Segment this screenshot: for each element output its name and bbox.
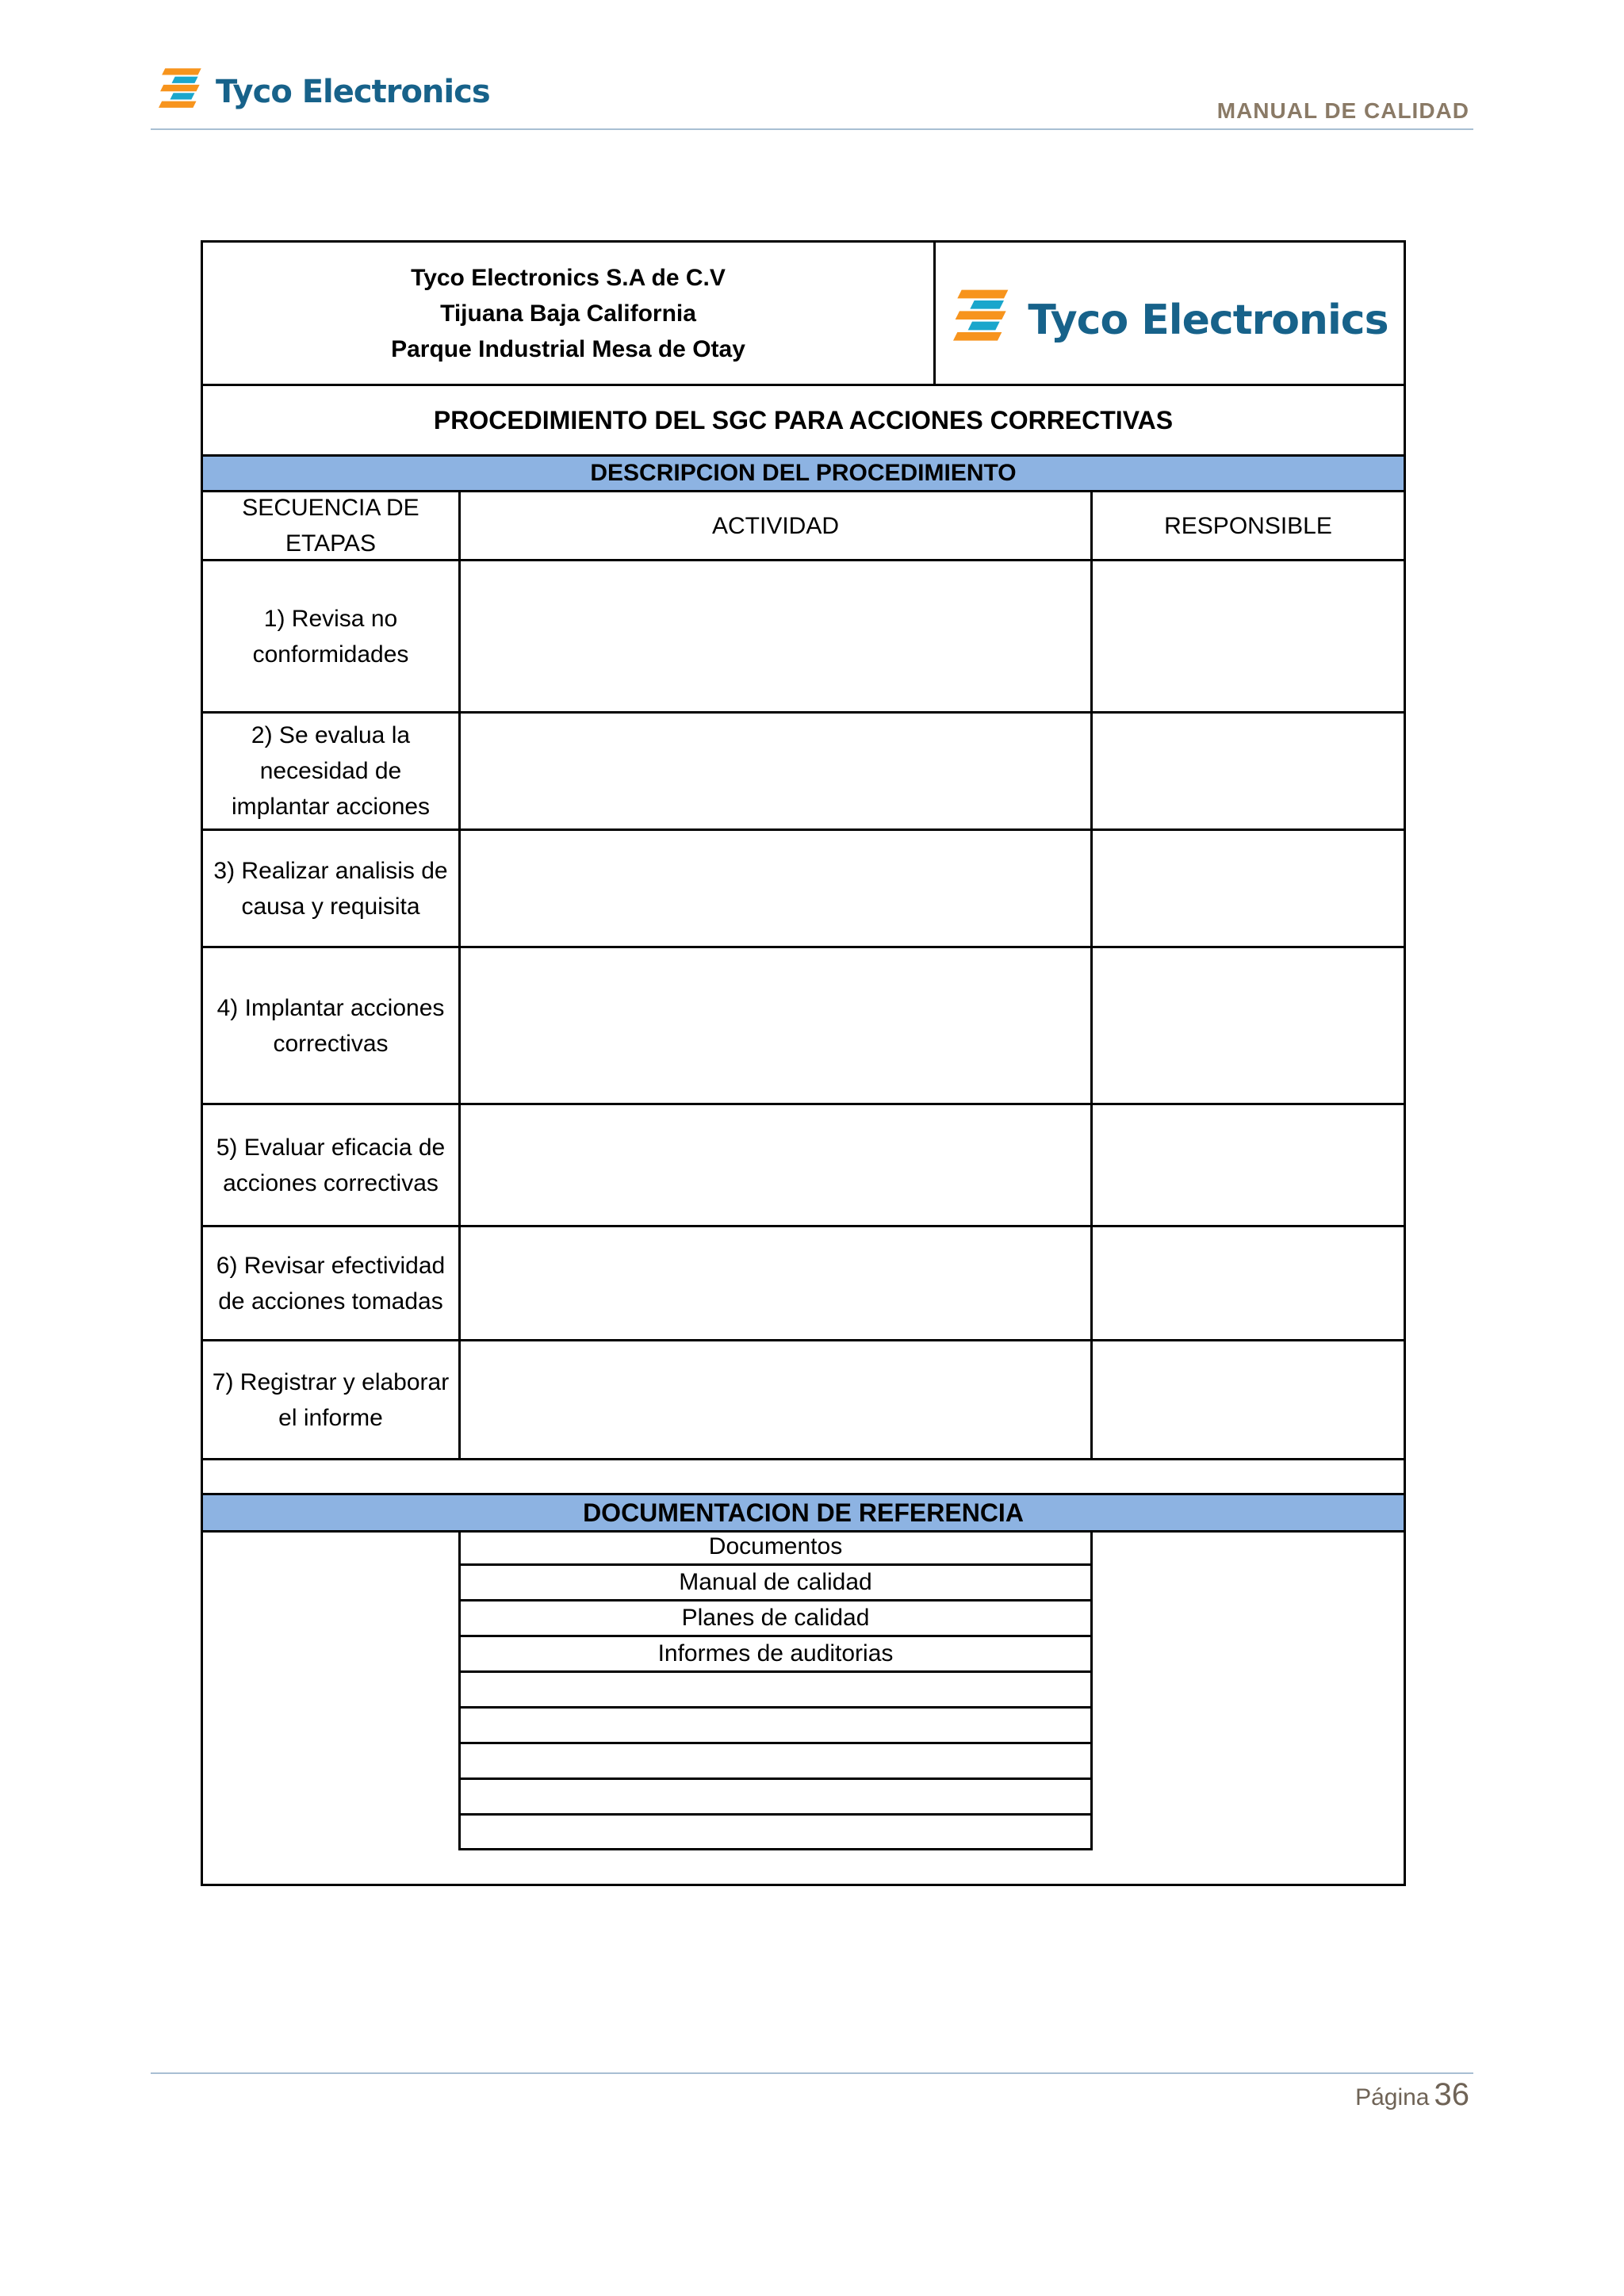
step-label: necesidad de xyxy=(259,758,402,784)
company-logo xyxy=(936,243,1406,384)
activity-cell[interactable] xyxy=(461,1341,1090,1458)
step-label: 7) Registrar y elaborar xyxy=(212,1368,450,1395)
responsible-cell[interactable] xyxy=(1093,831,1404,946)
column-header-sequence-line1: SECUENCIA DE xyxy=(242,495,419,521)
procedure-form xyxy=(201,240,1406,1886)
column-divider xyxy=(1090,490,1093,1458)
responsible-cell[interactable] xyxy=(1093,1227,1404,1339)
step-label: 5) Evaluar eficacia de xyxy=(216,1134,446,1161)
activity-cell[interactable] xyxy=(461,948,1090,1103)
documents-header: Documentos xyxy=(708,1533,843,1559)
step-label: 4) Implantar acciones xyxy=(216,994,445,1021)
step-label: conformidades xyxy=(252,641,409,668)
step-row-5 xyxy=(203,1105,458,1225)
responsible-cell[interactable] xyxy=(1093,714,1404,828)
page-label: Página xyxy=(1355,2084,1430,2110)
header-divider xyxy=(151,128,1473,130)
activity-cell[interactable] xyxy=(461,1227,1090,1339)
step-row-4 xyxy=(203,948,458,1103)
step-label: 6) Revisar efectividad xyxy=(216,1252,446,1279)
header-logo xyxy=(159,62,490,111)
activity-cell[interactable] xyxy=(461,1105,1090,1225)
document-item[interactable] xyxy=(461,1673,1090,1706)
company-park: Parque Industrial Mesa de Otay xyxy=(391,335,745,362)
tyco-logo-icon xyxy=(159,62,208,111)
company-info xyxy=(203,243,933,384)
responsible-cell[interactable] xyxy=(1093,1105,1404,1225)
document-item[interactable] xyxy=(461,1744,1090,1777)
reference-band: DOCUMENTACION DE REFERENCIA xyxy=(203,1495,1404,1530)
step-row-1 xyxy=(203,561,458,711)
responsible-cell[interactable] xyxy=(1093,1341,1404,1458)
column-divider xyxy=(458,490,461,1458)
document-item[interactable] xyxy=(461,1816,1090,1848)
page-number-value: 36 xyxy=(1434,2077,1469,2112)
documents-table xyxy=(458,1530,1093,1850)
step-row-6 xyxy=(203,1227,458,1339)
logo-brand-text: Tyco Electronics xyxy=(1028,297,1388,344)
header-brand-text: Tyco Electronics xyxy=(216,74,490,110)
responsible-cell[interactable] xyxy=(1093,561,1404,711)
step-label: 3) Realizar analisis de xyxy=(213,857,448,884)
document-title: MANUAL DE CALIDAD xyxy=(1216,98,1469,123)
step-label: de acciones tomadas xyxy=(218,1288,443,1314)
step-label: causa y requisita xyxy=(241,893,420,920)
column-header-sequence xyxy=(203,492,458,559)
step-label: 2) Se evalua la xyxy=(251,722,411,748)
activity-cell[interactable] xyxy=(461,714,1090,828)
document-item[interactable] xyxy=(461,1780,1090,1813)
activity-cell[interactable] xyxy=(461,831,1090,946)
page-number xyxy=(1355,2077,1469,2113)
step-label: acciones correctivas xyxy=(223,1169,439,1196)
step-label: implantar acciones xyxy=(231,794,431,820)
step-row-7 xyxy=(203,1341,458,1458)
step-label: 1) Revisa no xyxy=(263,605,398,632)
document-item: Informes de auditorias xyxy=(657,1640,894,1667)
company-city: Tijuana Baja California xyxy=(440,300,696,327)
column-header-responsible: RESPONSIBLE xyxy=(1164,512,1332,539)
column-header-sequence-line2: ETAPAS xyxy=(285,530,376,557)
step-row-2 xyxy=(203,714,458,828)
step-row-3 xyxy=(203,831,458,946)
procedure-title: PROCEDIMIENTO DEL SGC PARA ACCIONES CORRECTIVAS xyxy=(433,405,1174,434)
divider xyxy=(203,1458,1404,1460)
tyco-logo-icon xyxy=(953,281,1017,345)
document-item: Planes de calidad xyxy=(681,1605,870,1631)
activity-cell[interactable] xyxy=(461,561,1090,711)
step-label: correctivas xyxy=(273,1030,389,1057)
document-item[interactable] xyxy=(461,1709,1090,1742)
responsible-cell[interactable] xyxy=(1093,948,1404,1103)
description-band: DESCRIPCION DEL PROCEDIMIENTO xyxy=(203,457,1404,490)
step-label: el informe xyxy=(278,1404,383,1431)
document-item: Manual de calidad xyxy=(679,1569,872,1595)
column-header-activity: ACTIVIDAD xyxy=(711,512,840,539)
company-name: Tyco Electronics S.A de C.V xyxy=(411,264,726,291)
footer-divider xyxy=(151,2072,1473,2074)
